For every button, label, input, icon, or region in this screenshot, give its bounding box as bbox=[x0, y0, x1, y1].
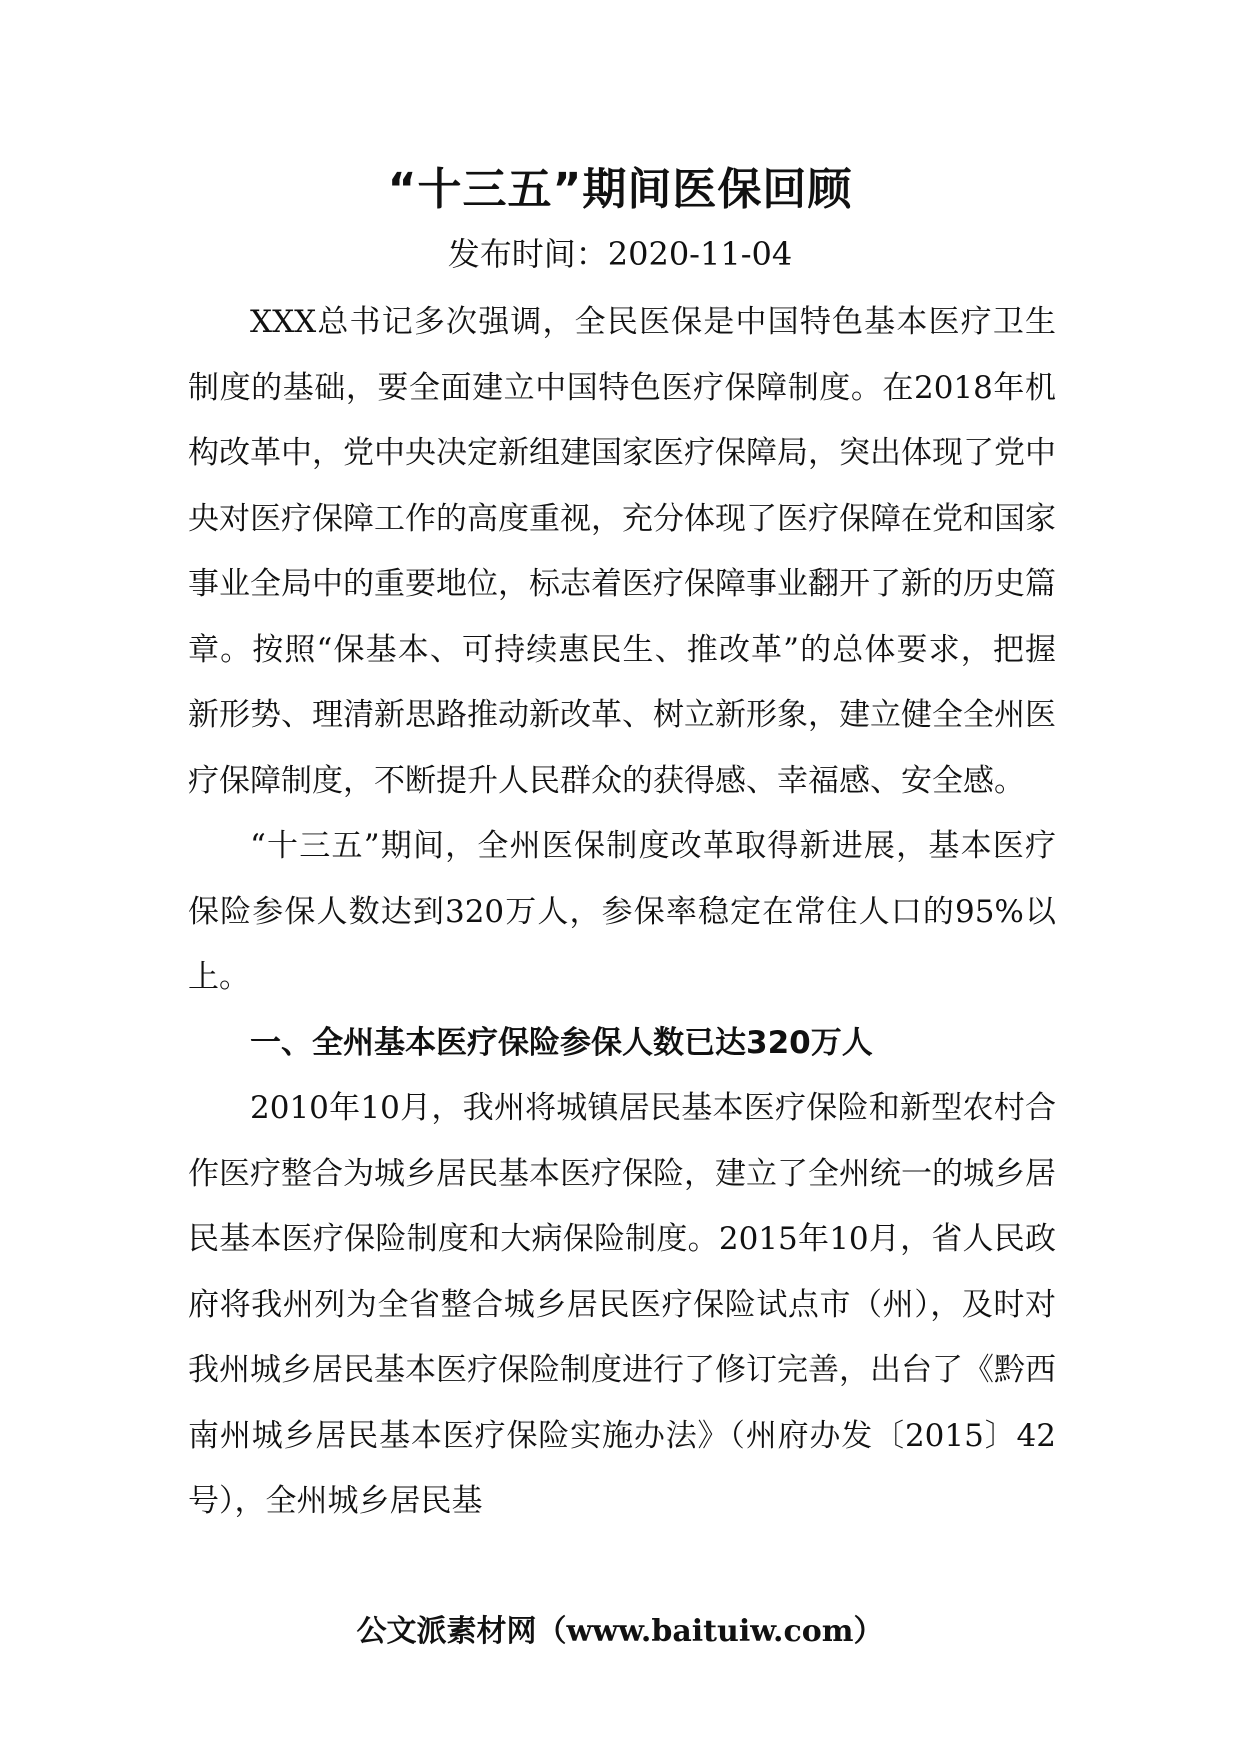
document-title: “十三五”期间医保回顾 bbox=[387, 164, 853, 215]
publish-time: 发布时间：2020-11-04 bbox=[447, 235, 793, 273]
section-paragraph: 2010年10月，我州将城镇居民基本医疗保险和新型农村合作医疗整合为城乡居民基本医疗保险，建立了全州统一的城乡居民基本医疗保险制度和大病保险制度。2015年10月，省人民政府将我州列为全省整合城乡居民医疗保险试点市（州），及时对我州城乡居民基本医疗保险制度进行了修订完善，出台了《黔西南州城乡居民基本医疗保险实施办法》（州府办发〔2015〕42号），全州城乡居民基 bbox=[188, 1090, 1056, 1519]
body-paragraph-2: “十三五”期间，全州医保制度改革取得新进展，基本医疗保险参保人数达到320万人，参保率稳定在常住人口的95%以上。 bbox=[188, 828, 1056, 995]
footer-watermark: 公文派素材网（www.baituiw.com） bbox=[356, 1614, 884, 1649]
body-paragraph-1: XXX总书记多次强调，全民医保是中国特色基本医疗卫生制度的基础，要全面建立中国特色医疗保障制度。在2018年机构改革中，党中央决定新组建国家医疗保障局，突出体现了党中央对医疗保障工作的高度重视，充分体现了医疗保障在党和国家事业全局中的重要地位，标志着医疗保障事业翻开了新的历史篇章。按照“保基本、可持续惠民生、推改革”的总体要求，把握新形势、理清新思路推动新改革、树立新形象，建立健全全州医疗保障制度，不断提升人民群众的获得感、幸福感、安全感。 bbox=[188, 304, 1056, 799]
section-heading: 一、全州基本医疗保险参保人数已达320万人 bbox=[250, 1024, 873, 1061]
document-body bbox=[188, 290, 1056, 1535]
